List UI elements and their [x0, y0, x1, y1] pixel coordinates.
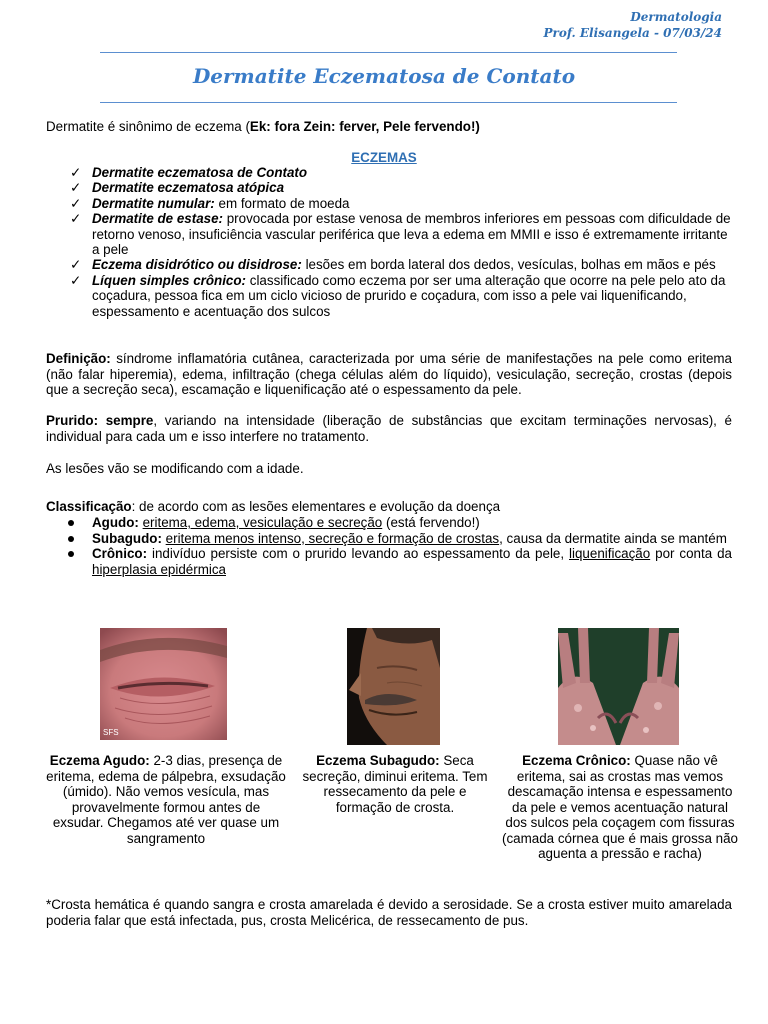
- pruritus-paragraph: Prurido: sempre, variando na intensidade (liberação de substâncias que excitam terminações nervosas), é individual para cada um e isso interfere no tratamento.: [46, 413, 732, 444]
- intro-paragraph: Dermatite é sinônimo de eczema (Ek: fora Zein: ferver, Pele fervendo!): [46, 119, 480, 134]
- page-title: Dermatite Eczematosa de Contato: [192, 64, 576, 88]
- chronic-eczema-caption: Eczema Crônico: Quase não vê eritema, sai as crostas mas vemos descamação intensa e espessamento da pele e vemos acentuação natural dos sulcos pela coçagem com fissuras (camada córnea que é mais grossa não aguenta a pressão e racha): [502, 753, 738, 861]
- list-item: Agudo: eritema, edema, vesiculação e secreção (está fervendo!): [66, 515, 732, 531]
- list-item: ✓ Dermatite de estase: provocada por estase venosa de membros inferiores em pessoas com dificuldade de retorno venoso, insuficiência vascular periférica que leva a edema em MMII e isso é extremamente irritante a pele: [70, 211, 731, 258]
- list-item: Subagudo: eritema menos intenso, secreção e formação de crostas, causa da dermatite ainda se mantém: [66, 531, 732, 547]
- list-item: ✓ Dermatite eczematosa atópica: [70, 180, 285, 196]
- professor-date: Prof. Elisangela - 07/03/24: [543, 26, 722, 40]
- subject-label: Dermatologia: [630, 10, 722, 24]
- list-item: ✓ Dermatite eczematosa de Contato: [70, 165, 308, 180]
- list-item: Crônico: indivíduo persiste com o prurido levando ao espessamento da pele, liquenificação por conta da hiperplasia epidérmica: [66, 546, 732, 577]
- list-item: ✓ Líquen simples crônico: classificado como eczema por ser uma alteração que ocorre na pele pelo ato da coçadura, pessoa fica em um ciclo vicioso de prurido e coçadura, com isso a pele vai liquenificando, espessamento e acentuação dos sulcos: [70, 272, 726, 319]
- footnote-paragraph: *Crosta hemática é quando sangra e crosta amarelada é devido a serosidade. Se a crosta estiver muito amarelada poderia falar que está infectada, pus, crosta Melicérica, de ressecamento de pus.: [46, 897, 732, 928]
- subacute-eczema-caption: Eczema Subagudo: Seca secreção, diminui eritema. Tem ressecamento da pele e formação de crosta.: [302, 753, 488, 815]
- chronic-eczema-photo: [558, 628, 679, 745]
- list-item: ✓ Eczema disidrótico ou disidrose: lesões em borda lateral dos dedos, vesículas, bolhas em mãos e pés: [70, 257, 716, 273]
- subacute-eczema-photo: [347, 628, 440, 745]
- title-rule-top: [100, 52, 677, 53]
- title-rule-bottom: [100, 102, 677, 103]
- acute-eczema-photo: [100, 628, 227, 740]
- document-header: [543, 9, 722, 41]
- classification-list: [66, 515, 732, 577]
- photo-watermark: SFS: [103, 728, 119, 737]
- list-item: ✓ Dermatite numular: em formato de moeda: [70, 195, 350, 211]
- lesions-paragraph: As lesões vão se modificando com a idade.: [46, 461, 304, 476]
- definition-paragraph: Definição: síndrome inflamatória cutânea, caracterizada por uma série de manifestações na pele como eritema (não falar hiperemia), edema, infiltração (chega células além do líquido), vesiculação, secreção, crostas (depois que a secreção seca), escamação e liquenificação até o espessamento da pele.: [46, 351, 732, 397]
- acute-eczema-caption: Eczema Agudo: 2-3 dias, presença de eritema, edema de pálpebra, exsudação (úmido). Não vemos vesícula, mas provavelmente formou antes de exsudar. Chegamos até ver quase um sangramento: [46, 753, 286, 846]
- classification-paragraph: Classificação: de acordo com as lesões elementares e evolução da doença: [46, 499, 501, 514]
- eczemas-heading: ECZEMAS: [351, 150, 417, 165]
- eczemas-list: [70, 165, 732, 319]
